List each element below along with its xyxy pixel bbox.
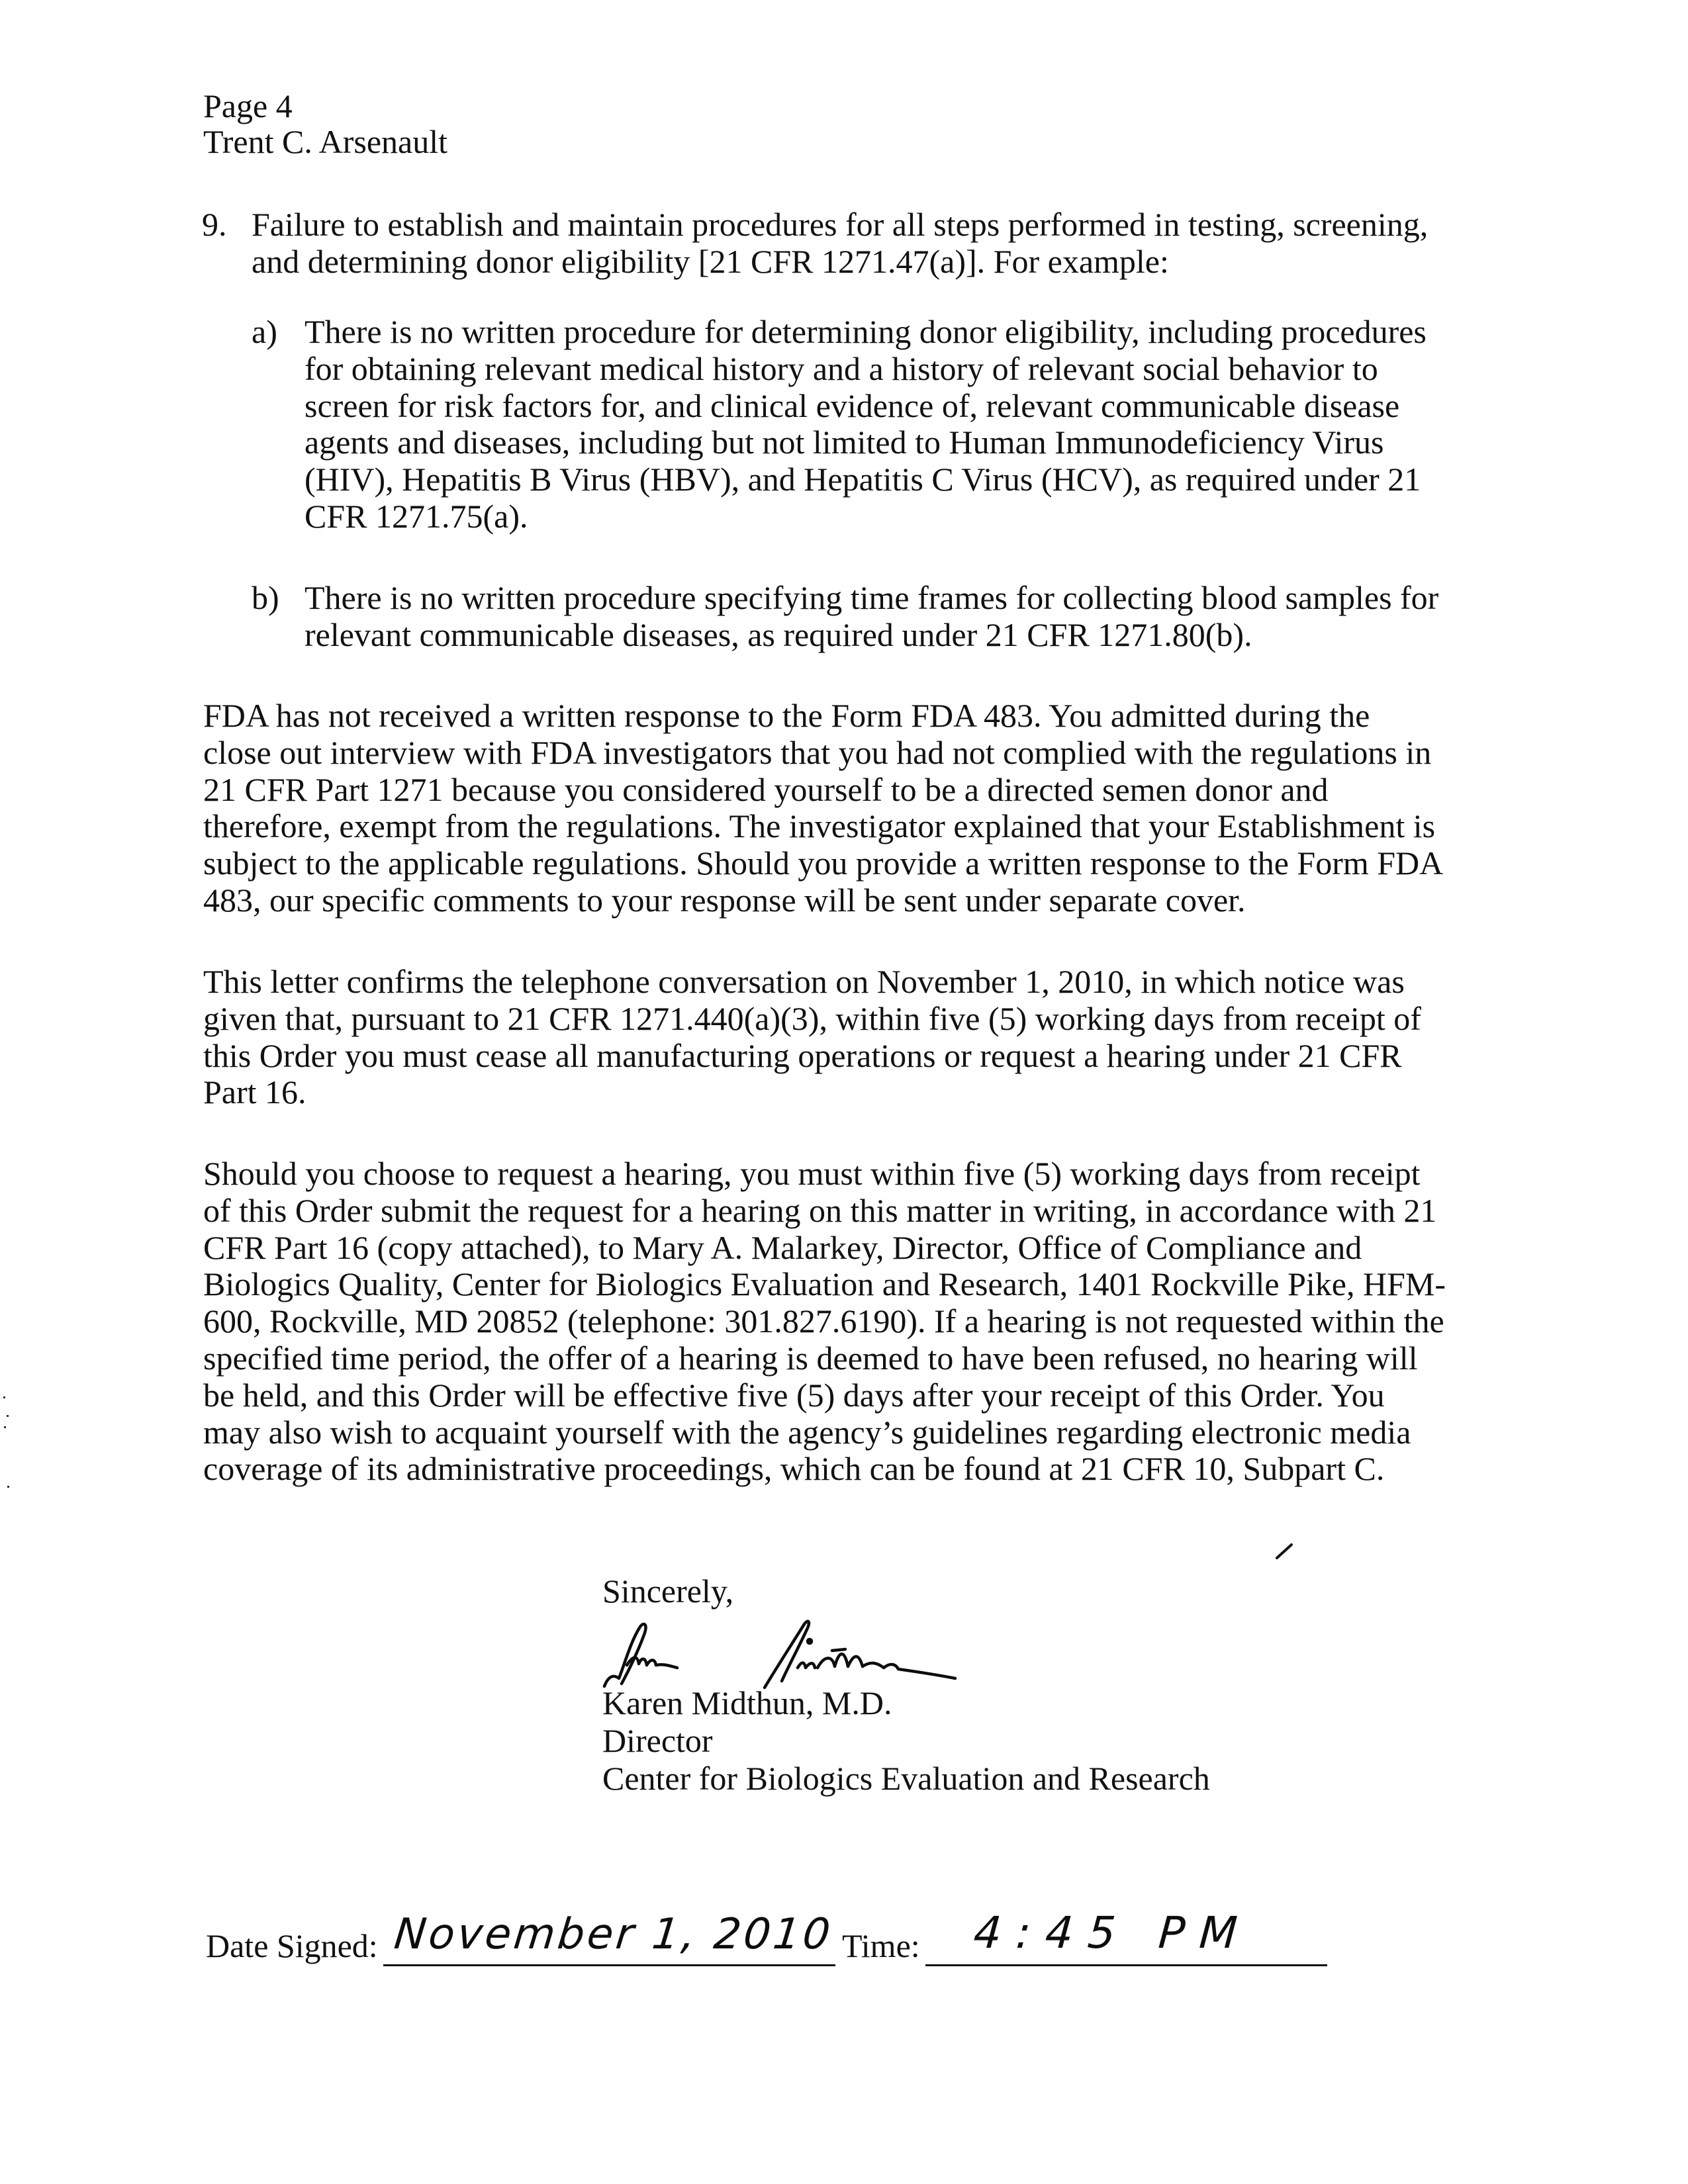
- sub-item-b-label: [252, 580, 279, 617]
- text-line: given that, pursuant to 21 CFR 1271.440(a)(3), within five (5) working days from receipt of: [203, 999, 1421, 1037]
- time-label: Time:: [842, 1927, 920, 1964]
- sub-item-label: b): [252, 579, 279, 616]
- text-line: 483, our specific comments to your response will be sent under separate cover.: [203, 881, 1246, 919]
- text-line: CFR 1271.75(a).: [305, 497, 528, 535]
- sub-item-b-text: [305, 580, 1438, 654]
- text-line: relevant communicable diseases, as required under 21 CFR 1271.80(b).: [305, 615, 1252, 653]
- signer-name: Karen Midthun, M.D.: [602, 1684, 892, 1721]
- date-time-row: [206, 1907, 1364, 1980]
- text-line: There is no written procedure specifying time frames for collecting blood samples for: [305, 579, 1439, 616]
- scan-speck: [7, 1415, 9, 1417]
- text-line: may also wish to acquaint yourself with the agency’s guidelines regarding electronic media: [203, 1413, 1411, 1451]
- paragraph-hearing-request: [203, 1156, 1446, 1488]
- date-signed-value: November 1, 2010: [392, 1910, 835, 1959]
- text-line: (HIV), Hepatitis B Virus (HBV), and Hepatitis C Virus (HCV), as required under 21: [305, 461, 1421, 498]
- text-line: therefore, exempt from the regulations. The investigator explained that your Establishment is: [203, 807, 1436, 845]
- scan-speck: [4, 1426, 6, 1428]
- handwritten-signature: [599, 1615, 970, 1694]
- text-line: specified time period, the offer of a hearing is deemed to have been refused, no hearing will: [203, 1339, 1418, 1377]
- sub-item-label: a): [252, 313, 277, 350]
- text-line: be held, and this Order will be effective five (5) days after your receipt of this Order. You: [203, 1376, 1385, 1414]
- text-line: Part 16.: [203, 1073, 306, 1111]
- date-signed-field[interactable]: [383, 1964, 835, 1966]
- text-line: CFR Part 16 (copy attached), to Mary A. Malarkey, Director, Office of Compliance and: [203, 1228, 1362, 1266]
- signer-organization: Center for Biologics Evaluation and Research: [602, 1760, 1210, 1797]
- text-line: of this Order submit the request for a hearing on this matter in writing, in accordance with 21: [203, 1191, 1437, 1229]
- paragraph-telephone-confirmation: [203, 964, 1421, 1111]
- text-line: Failure to establish and maintain procedures for all steps performed in testing, screening,: [252, 206, 1429, 243]
- item-number: [202, 206, 227, 244]
- paragraph-form-483-response: [203, 698, 1443, 919]
- text-line: FDA has not received a written response to the Form FDA 483. You admitted during the: [203, 697, 1370, 734]
- text-line: 21 CFR Part 1271 because you considered yourself to be a directed semen donor and: [203, 770, 1329, 808]
- page-header: [203, 88, 447, 159]
- signer-title: Director: [602, 1722, 713, 1759]
- text-line: Should you choose to request a hearing, you must within five (5) working days from receipt: [203, 1155, 1421, 1192]
- salutation: Sincerely,: [602, 1572, 734, 1610]
- item-9-text: [252, 206, 1428, 281]
- item-number-label: 9.: [202, 206, 227, 243]
- text-line: agents and diseases, including but not limited to Human Immunodeficiency Virus: [305, 424, 1384, 461]
- text-line: for obtaining relevant medical history and a history of relevant social behavior to: [305, 349, 1378, 387]
- text-line: and determining donor eligibility [21 CFR 1271.47(a)]. For example:: [252, 242, 1169, 280]
- time-value: 4:45 PM: [972, 1907, 1254, 1958]
- pen-mark-icon: [1274, 1542, 1294, 1561]
- text-line: close out interview with FDA investigators that you had not complied with the regulations in: [203, 733, 1432, 771]
- page-number: Page 4: [203, 87, 293, 124]
- date-signed-label: Date Signed:: [206, 1927, 378, 1964]
- text-line: 600, Rockville, MD 20852 (telephone: 301.827.6190). If a hearing is not requested within the: [203, 1302, 1444, 1340]
- recipient-name: Trent C. Arsenault: [203, 123, 447, 160]
- text-line: This letter confirms the telephone conversation on November 1, 2010, in which notice was: [203, 963, 1405, 1000]
- text-line: subject to the applicable regulations. Should you provide a written response to the Form FDA: [203, 844, 1444, 882]
- text-line: screen for risk factors for, and clinical evidence of, relevant communicable disease: [305, 387, 1400, 424]
- text-line: coverage of its administrative proceedings, which can be found at 21 CFR 10, Subpart C.: [203, 1450, 1385, 1488]
- text-line: There is no written procedure for determining donor eligibility, including procedures: [305, 313, 1427, 350]
- text-line: Biologics Quality, Center for Biologics Evaluation and Research, 1401 Rockville Pike, HFM-: [203, 1265, 1446, 1303]
- time-field[interactable]: [925, 1964, 1327, 1966]
- sub-item-a-label: [252, 314, 277, 351]
- sub-item-a-text: [305, 314, 1427, 535]
- scan-speck: [7, 1486, 9, 1488]
- scan-speck: [3, 1396, 5, 1398]
- text-line: this Order you must cease all manufacturing operations or request a hearing under 21 CFR: [203, 1036, 1402, 1074]
